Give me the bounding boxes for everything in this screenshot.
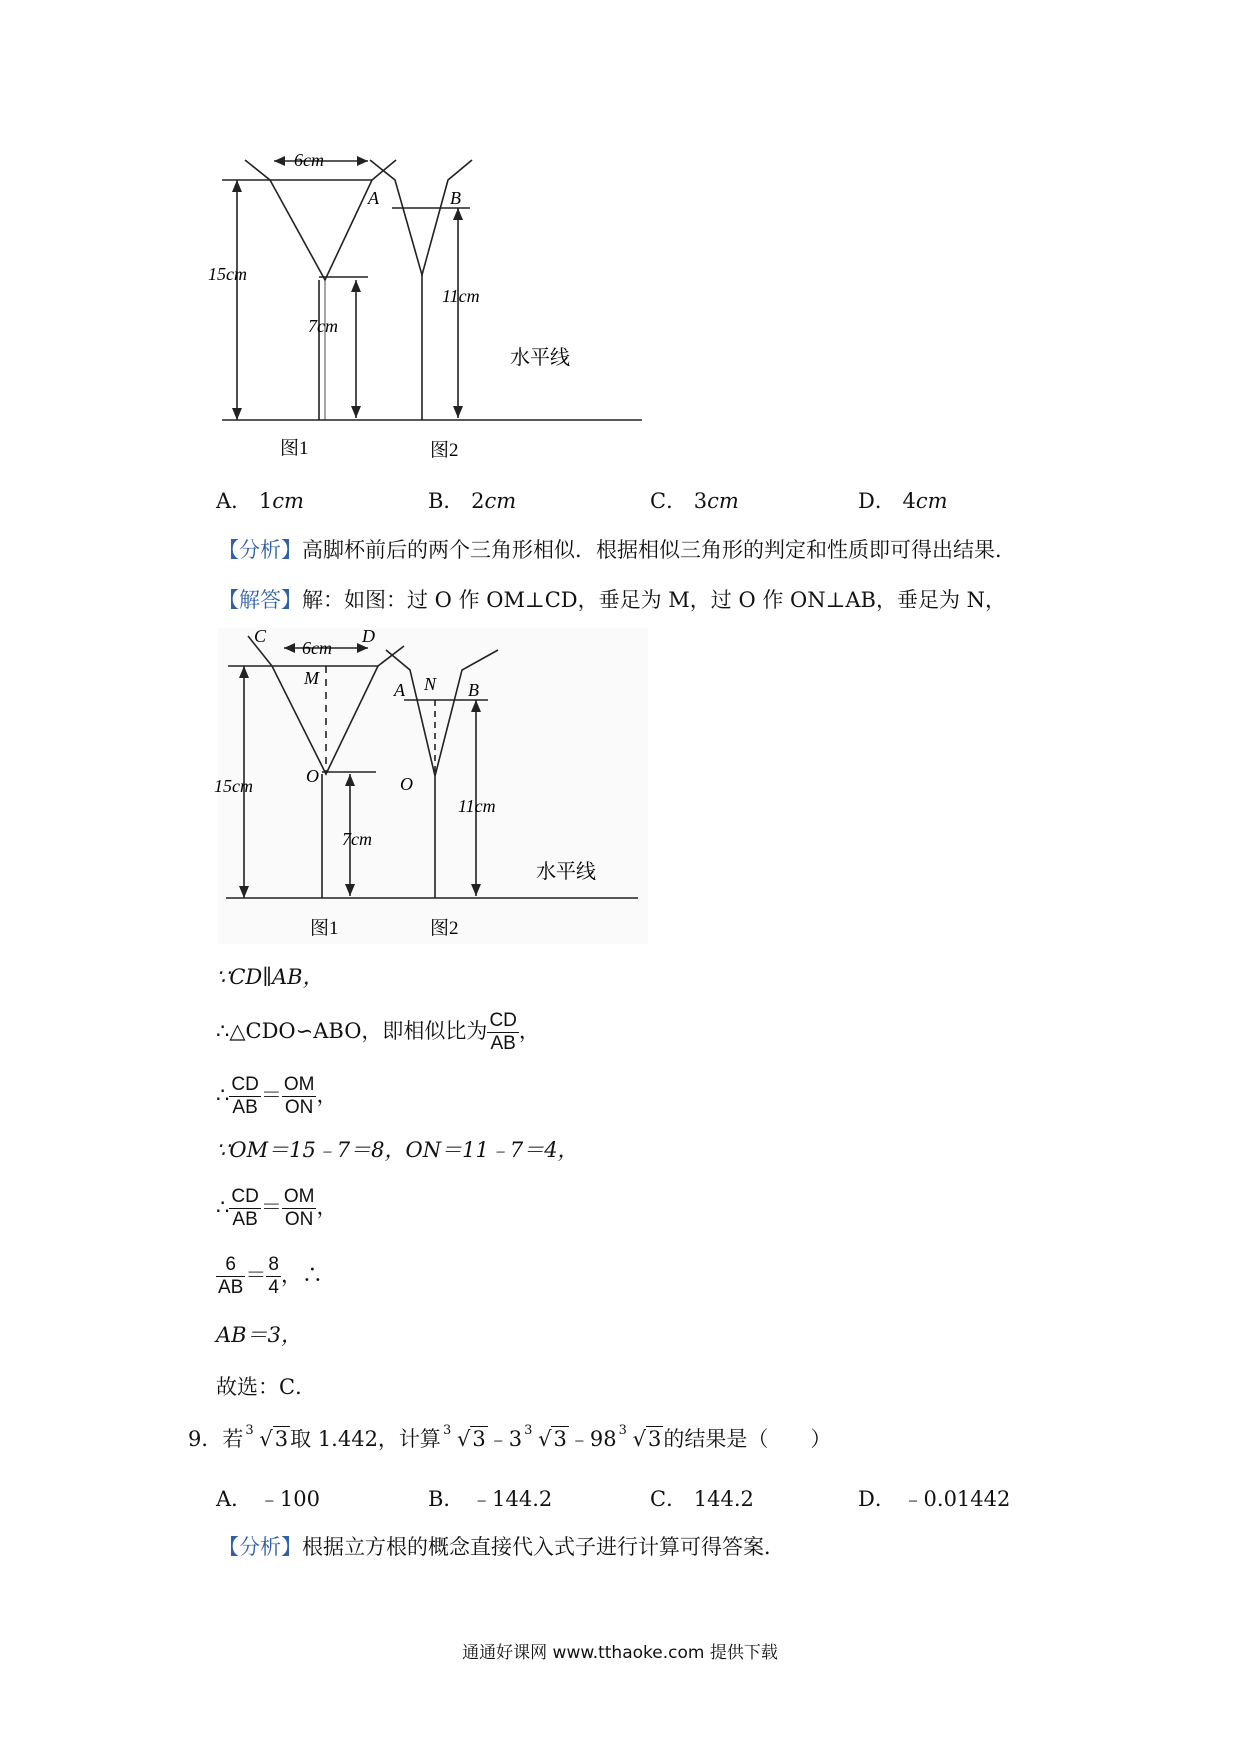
option-a: A． 1cm <box>216 489 304 513</box>
figure-caption-2-2: 图2 <box>430 918 459 939</box>
q9-option-a: A． ﹣100 <box>216 1487 320 1511</box>
label-m: M <box>304 668 319 688</box>
dimension-7cm-2: 7cm <box>342 829 372 849</box>
step-7: AB＝3， <box>216 1323 302 1347</box>
figure-caption-1-2: 图1 <box>310 918 339 939</box>
figure-caption-1: 图1 <box>280 438 309 459</box>
solution-tag: 【解答】 <box>218 588 302 612</box>
question-figure <box>208 150 650 470</box>
step-3: ∴ $\frac{CD}{AB}$ ＝ $\frac{OM}{ON}$ ， <box>216 1074 338 1118</box>
label-d: D <box>362 626 375 646</box>
dimension-15cm-2: 15cm <box>214 776 253 796</box>
label-b-2: B <box>468 680 479 700</box>
solution-line: 【解答】解：如图：过 O 作 OM⊥CD，垂足为 M，过 O 作 ON⊥AB，垂足为 N， <box>218 588 1007 612</box>
dimension-15cm: 15cm <box>208 264 247 284</box>
step-4: ∵OM＝15﹣7＝8，ON＝11﹣7＝4， <box>216 1138 579 1162</box>
cube-root: 3 √3 <box>245 1423 289 1451</box>
option-b: B． 2cm <box>428 489 517 513</box>
analysis-line: 【分析】高脚杯前后的两个三角形相似．根据相似三角形的判定和性质即可得出结果． <box>218 538 1016 562</box>
step-8: 故选：C． <box>216 1375 317 1399</box>
label-o-1: O <box>306 766 319 786</box>
step-1: ∵CD∥AB， <box>216 965 324 989</box>
label-a: A <box>368 188 379 208</box>
option-c: C． 3cm <box>650 489 739 513</box>
step-5: ∴ $\frac{CD}{AB}$ ＝ $\frac{OM}{ON}$ ， <box>216 1186 338 1230</box>
dimension-7cm: 7cm <box>308 316 338 336</box>
step-6: $\frac{6}{AB}$ ＝ $\frac{8}{4}$ ，∴ <box>218 1254 323 1298</box>
fraction-cd-ab: $\frac{CD}{AB}$ <box>489 1010 517 1054</box>
option-d: D． 4cm <box>858 489 948 513</box>
label-c: C <box>254 626 267 646</box>
q9-option-b: B． ﹣144.2 <box>428 1487 553 1511</box>
horizon-label-2: 水平线 <box>536 861 596 883</box>
dimension-11cm: 11cm <box>442 286 480 306</box>
analysis-tag: 【分析】 <box>218 538 302 562</box>
horizon-label: 水平线 <box>510 347 570 369</box>
q9-option-c: C． 144.2 <box>650 1487 754 1511</box>
label-o-2: O <box>400 774 413 794</box>
q9-option-d: D． ﹣0.01442 <box>858 1487 1011 1511</box>
dimension-11cm-2: 11cm <box>458 796 496 816</box>
label-b: B <box>450 188 461 208</box>
q9-analysis-line: 【分析】根据立方根的概念直接代入式子进行计算可得答案． <box>218 1535 785 1559</box>
footer-text: 通通好课网 www.tthaoke.com 提供下载 <box>462 1643 778 1663</box>
question-9: 9．若 3 √3取 1.442，计算 3 √3﹣3 3 √3﹣98 3 √3的结果是（ ） <box>188 1424 831 1454</box>
figure-caption-2: 图2 <box>430 440 459 461</box>
dimension-6cm: 6cm <box>294 150 324 170</box>
label-n: N <box>424 674 437 694</box>
solution-figure <box>214 626 648 944</box>
dimension-6cm-2: 6cm <box>302 638 332 658</box>
step-2: ∴△CDO∽ABO，即相似比为 $\frac{CD}{AB}$ ， <box>216 1010 540 1054</box>
label-a-2: A <box>394 680 405 700</box>
